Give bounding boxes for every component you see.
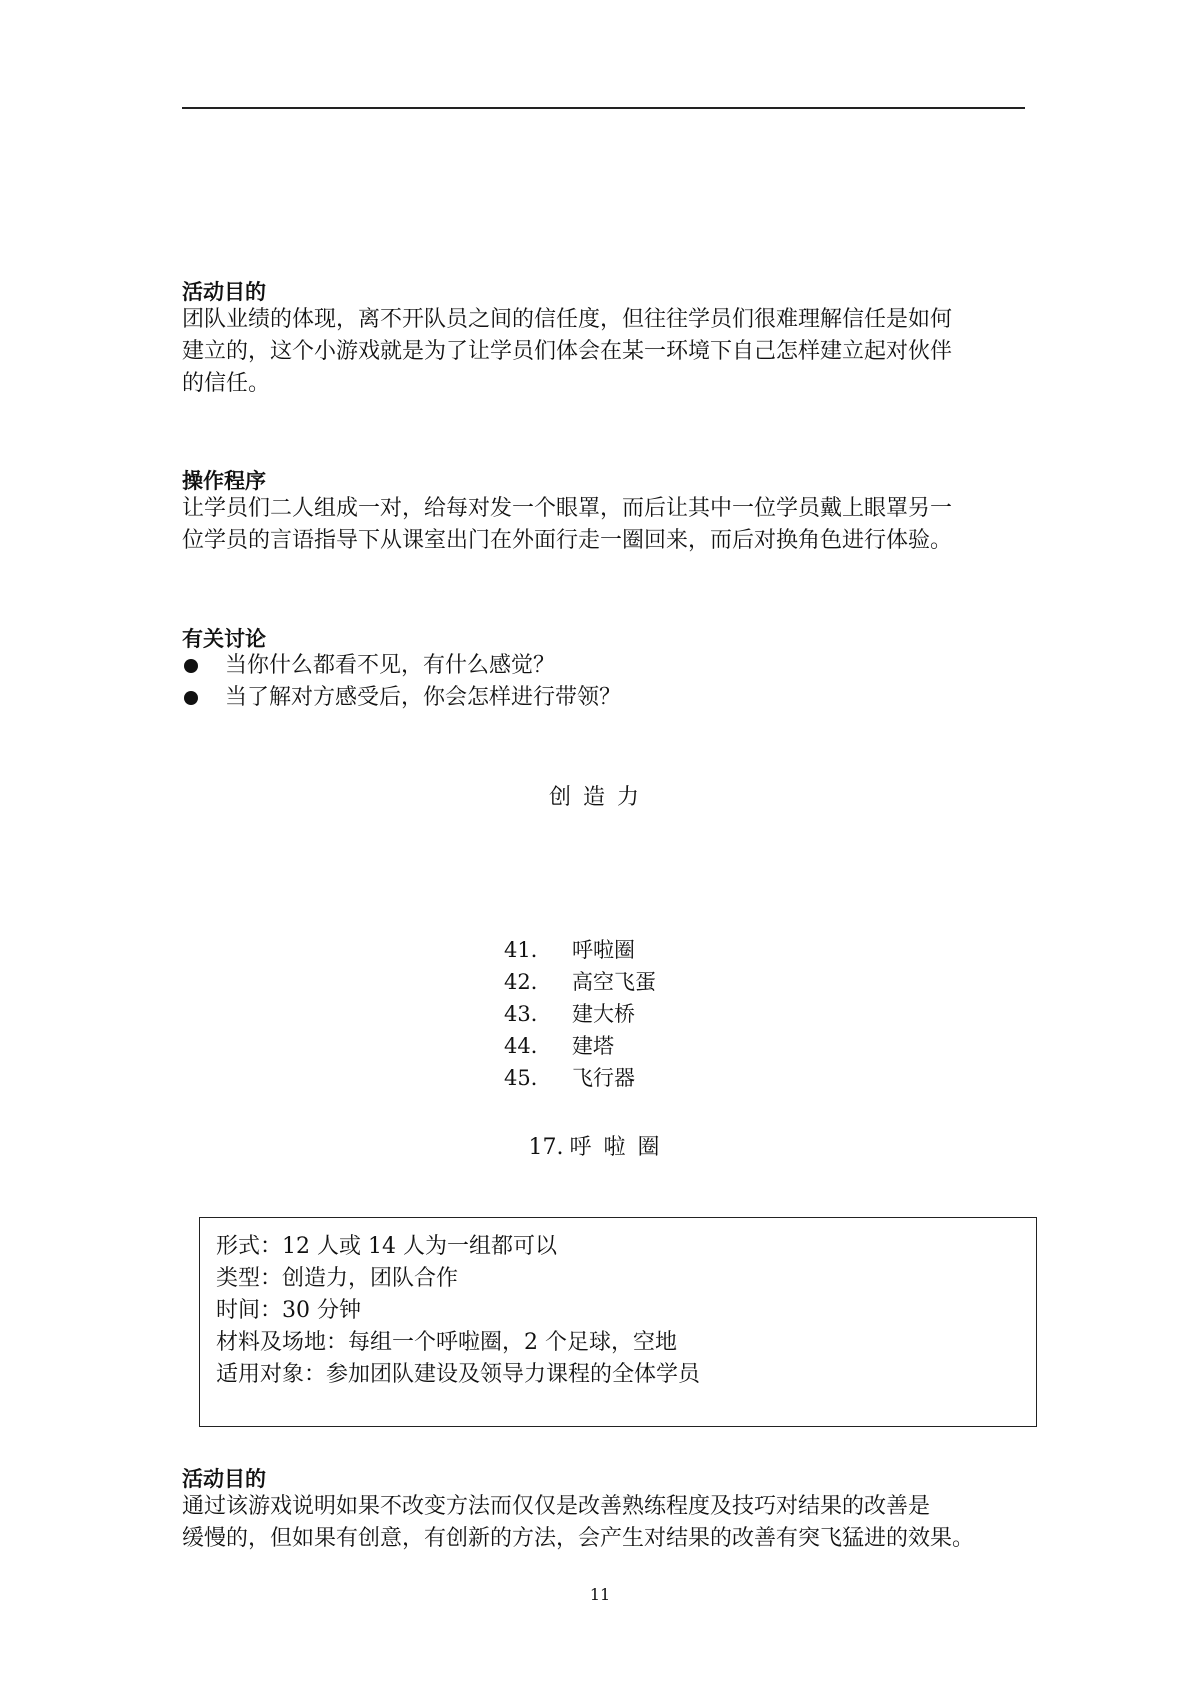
- info-type: 类型：创造力，团队合作: [216, 1266, 459, 1291]
- bullet-dot-icon: [184, 659, 198, 673]
- toc-item: 41． 呼啦圈: [504, 938, 635, 962]
- page-number: 11: [589, 1585, 611, 1604]
- paragraph-line: 的信任。: [182, 371, 271, 396]
- purpose-paragraph-2: [182, 1491, 1042, 1555]
- toc-item: 45． 飞行器: [504, 1066, 635, 1090]
- procedure-paragraph: [182, 493, 1032, 557]
- paragraph-line: 让学员们二人组成一对，给每对发一个眼罩，而后让其中一位学员戴上眼罩另一: [182, 496, 953, 521]
- game-title: 17. 呼啦圈: [528, 1135, 672, 1160]
- info-time: 时间：30 分钟: [216, 1298, 361, 1323]
- paragraph-line: 缓慢的，但如果有创意，有创新的方法，会产生对结果的改善有突飞猛进的效果。: [182, 1526, 975, 1551]
- info-format: 形式：12 人或 14 人为一组都可以: [216, 1234, 557, 1259]
- chapter-title: 创造力: [548, 785, 651, 810]
- toc-item: 44． 建塔: [504, 1034, 614, 1058]
- paragraph-line: 建立的，这个小游戏就是为了让学员们体会在某一环境下自己怎样建立起对伙伴: [182, 339, 953, 364]
- bullet-dot-icon: [184, 691, 198, 705]
- section-heading-purpose: 活动目的: [182, 280, 266, 304]
- section-heading-discussion: 有关讨论: [182, 627, 266, 651]
- paragraph-line: 通过该游戏说明如果不改变方法而仅仅是改善熟练程度及技巧对结果的改善是: [182, 1494, 931, 1519]
- toc-item: 42． 高空飞蛋: [504, 970, 656, 994]
- toc-item: 43． 建大桥: [504, 1002, 635, 1026]
- purpose-paragraph: [182, 304, 1032, 400]
- section-heading-purpose-2: 活动目的: [182, 1467, 266, 1491]
- paragraph-line: 团队业绩的体现，离不开队员之间的信任度，但往往学员们很难理解信任是如何: [182, 307, 953, 332]
- paragraph-line: 位学员的言语指导下从课室出门在外面行走一圈回来，而后对换角色进行体验。: [182, 528, 953, 553]
- game-info-box: [199, 1217, 1037, 1427]
- header-rule: [182, 107, 1025, 109]
- section-heading-procedure: 操作程序: [182, 469, 266, 493]
- info-materials: 材料及场地：每组一个呼啦圈，2 个足球，空地: [216, 1330, 677, 1355]
- info-audience: 适用对象：参加团队建设及领导力课程的全体学员: [216, 1362, 701, 1387]
